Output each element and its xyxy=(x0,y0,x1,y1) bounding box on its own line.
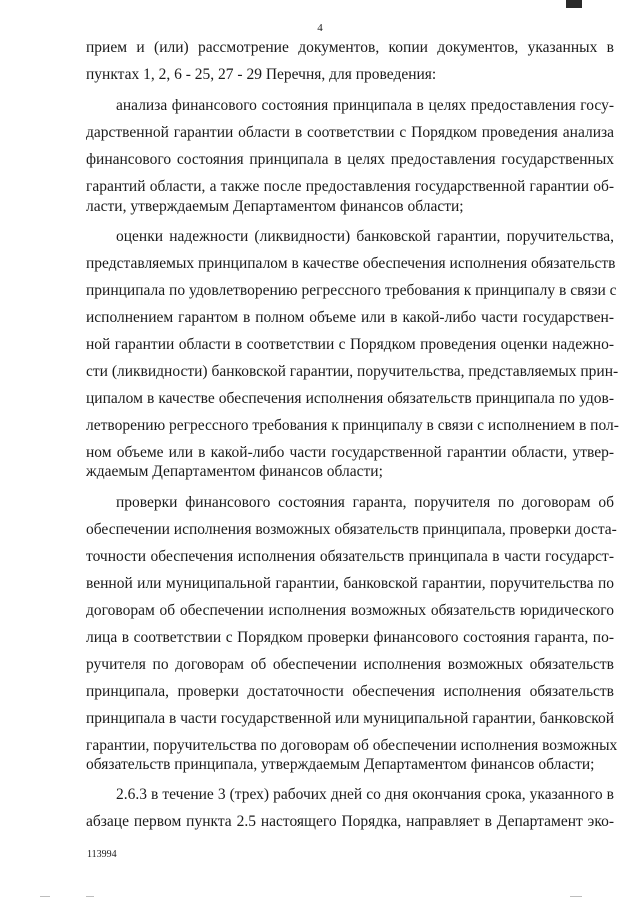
text-line: пунктах 1, 2, 6 - 25, 27 - 29 Перечня, для проведения: xyxy=(86,66,437,83)
text-line: точности обеспечения исполнения обязательств принципала в части государст- xyxy=(86,548,614,565)
text-line: ручителя по договорам об обеспечении исполнения возможных обязательств xyxy=(86,656,614,673)
text-line: договорам об обеспечении исполнения возможных обязательств юридического xyxy=(86,602,614,619)
scan-corner-mark xyxy=(566,0,582,8)
text-line: 2.6.3 в течение 3 (трех) рабочих дней со дня окончания срока, указанного в xyxy=(116,786,614,803)
text-line: ждаемым Департаментом финансов области; xyxy=(86,463,383,480)
text-line: гарантий области, а также после предоставления государственной гарантии об- xyxy=(86,178,614,195)
text-line: обязательств принципала, утверждаемым Департаментом финансов области; xyxy=(86,756,595,773)
text-line: прием и (или) рассмотрение документов, копии документов, указанных в xyxy=(86,39,614,56)
text-line: абзаце первом пункта 2.5 настоящего Порядка, направляет в Департамент эко- xyxy=(86,813,614,830)
text-line: исполнением гарантом в полном объеме или в какой-либо части государствен- xyxy=(86,309,614,326)
text-line: анализа финансового состояния принципала в целях предоставления госу- xyxy=(116,97,614,114)
text-line: лица в соответствии с Порядком проверки финансового состояния гаранта, по- xyxy=(86,629,614,646)
page-number: 4 xyxy=(317,22,323,34)
text-line: проверки финансового состояния гаранта, поручителя по договорам об xyxy=(116,494,614,511)
text-line: принципала в части государственной или муниципальной гарантии, банковской xyxy=(86,710,615,727)
text-line: финансового состояния принципала в целях предоставления государственных xyxy=(86,151,614,168)
text-line: ном объеме или в какой-либо части государственной гарантии области, утвер- xyxy=(86,444,614,461)
text-line: принципала по удовлетворению регрессного требования к принципалу в связи с xyxy=(86,282,617,299)
text-line: оценки надежности (ликвидности) банковской гарантии, поручительства, xyxy=(116,228,614,245)
text-line: венной или муниципальной гарантии, банковской гарантии, поручительства по xyxy=(86,575,614,592)
text-line: ласти, утверждаемым Департаментом финансов области; xyxy=(86,198,464,215)
text-line: представляемых принципалом в качестве обеспечения исполнения обязательств xyxy=(86,255,616,272)
scan-dust xyxy=(40,896,50,897)
document-code: 113994 xyxy=(87,849,117,860)
text-line: летворению регрессного требования к принципалу в связи с исполнением в пол- xyxy=(86,417,619,434)
text-line: ной гарантии области в соответствии с Порядком проведения оценки надежно- xyxy=(86,336,614,353)
text-line: сти (ликвидности) банковской гарантии, поручительства, представляемых прин- xyxy=(86,363,619,380)
text-line: ципалом в качестве обеспечения исполнения обязательств принципала по удов- xyxy=(86,390,614,407)
scan-dust xyxy=(570,896,582,897)
text-line: принципала, проверки достаточности обеспечения исполнения обязательств xyxy=(86,683,614,700)
text-line: дарственной гарантии области в соответствии с Порядком проведения анализа xyxy=(86,124,614,141)
text-line: обеспечении исполнения возможных обязательств принципала, проверки доста- xyxy=(86,521,617,538)
text-line: гарантии, поручительства по договорам об обеспечении исполнения возможных xyxy=(86,737,618,754)
scan-dust xyxy=(86,896,94,897)
